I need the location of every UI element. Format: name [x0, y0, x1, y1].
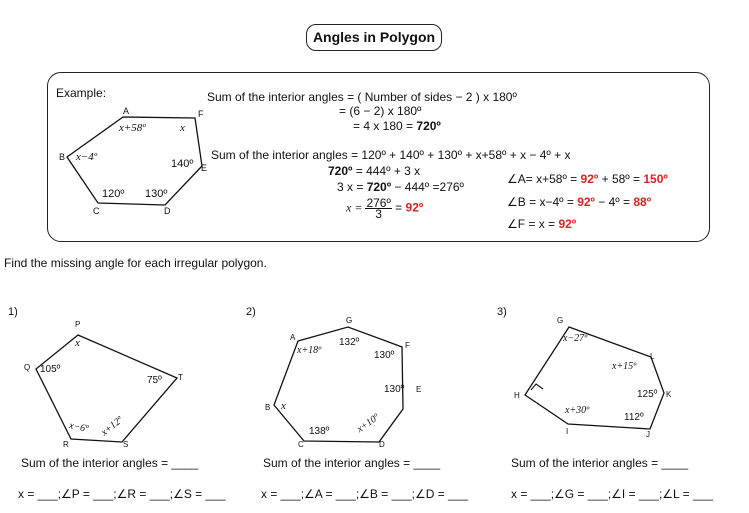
p1-angle-t: 75º [147, 375, 162, 386]
p3-vertex-i: I [566, 427, 569, 436]
example-vertex-a: A [123, 106, 130, 116]
p3-angle-j: 112º [624, 412, 644, 423]
p2-vertex-b: B [265, 403, 271, 412]
example-angle-d: 130º [145, 188, 168, 200]
right-angle-mark [531, 384, 543, 390]
p2-angle-f: 130º [374, 350, 395, 361]
example-angle-f: x [180, 122, 185, 134]
equation-2: 3 x = 720º − 444º =276º [337, 180, 464, 194]
angle-b-result: ∠B = x−4º = 92º − 4º = 88º [507, 195, 652, 209]
problem-3-number: 3) [497, 306, 507, 318]
p2-angle-d: x+10º [355, 412, 382, 435]
sum-line: Sum of the interior angles = 120º + 140º + 130º + x+58º + x − 4º + x [211, 148, 571, 162]
p3-vertex-l: L [650, 352, 655, 361]
p3-sum-text: Sum of the interior angles = ____ [511, 456, 689, 470]
angle-a-result: ∠A= x+58º = 92º + 58º = 150º [507, 172, 668, 186]
example-angle-c: 120º [102, 188, 125, 200]
p2-angle-e: 130º [384, 384, 405, 395]
p2-vertex-g: G [346, 316, 353, 325]
example-vertex-f: F [198, 109, 204, 119]
p3-vertex-h: H [514, 391, 520, 400]
p2-vertex-c: C [298, 440, 304, 449]
example-angle-a: x+58º [119, 122, 146, 134]
p1-answer-text: x = ___;∠P = ___;∠R = ___;∠S = ___ [18, 487, 226, 501]
p3-vertex-j: J [646, 430, 650, 439]
p2-vertex-d: D [379, 440, 385, 449]
p1-angle-q: 105º [40, 364, 61, 375]
p3-answer-text: x = ___;∠G = ___;∠I = ___;∠L = ___ [511, 487, 713, 501]
angle-f-result: ∠F = x = 92º [507, 217, 577, 231]
p1-vertex-q: Q [24, 363, 31, 372]
example-vertex-d: D [164, 206, 171, 216]
p1-angle-p: x [75, 337, 80, 349]
p2-angle-b: x [281, 400, 286, 412]
example-angle-e: 140º [171, 158, 194, 170]
p2-vertex-f: F [405, 341, 410, 350]
p3-angle-i: x+30º [565, 405, 590, 416]
p2-vertex-a: A [290, 333, 296, 342]
p1-vertex-p: P [75, 320, 81, 329]
example-angle-b: x−4º [76, 151, 98, 163]
p3-angle-g: x−27º [563, 333, 588, 344]
p2-angle-a: x+18º [297, 345, 322, 356]
example-vertex-e: E [201, 163, 208, 173]
formula-line-1: Sum of the interior angles = ( Number of sides − 2 ) x 180º [207, 90, 517, 104]
formula-line-3: = 4 x 180 = 720º [353, 119, 441, 133]
p1-angle-r: x−6º [68, 420, 90, 435]
equation-1: 720º = 444º + 3 x [328, 164, 421, 178]
example-vertex-c: C [93, 206, 100, 216]
p2-vertex-e: E [416, 385, 422, 394]
p3-vertex-k: K [666, 390, 672, 399]
formula-line-2: = (6 − 2) x 180º [339, 104, 422, 118]
p2-angle-c: 138º [309, 426, 330, 437]
p3-vertex-g: G [557, 316, 564, 325]
p1-vertex-s: S [123, 440, 129, 449]
page-title: Angles in Polygon [306, 24, 442, 51]
example-label: Example: [56, 86, 107, 100]
instruction-text: Find the missing angle for each irregular polygon. [4, 256, 267, 270]
p1-angle-s: x+12º [99, 414, 126, 439]
example-vertex-b: B [59, 152, 66, 162]
problem-1-number: 1) [8, 306, 18, 318]
p1-vertex-t: T [178, 373, 183, 382]
problem-2-number: 2) [246, 306, 256, 318]
p3-angle-k: 125º [637, 389, 658, 400]
p2-angle-g: 132º [339, 337, 360, 348]
p2-sum-text: Sum of the interior angles = ____ [263, 456, 441, 470]
p1-vertex-r: R [63, 440, 69, 449]
p2-answer-text: x = ___;∠A = ___;∠B = ___;∠D = ___ [261, 487, 469, 501]
equation-3: x = $\frac{\text{276º}}{3}$ = 92º [346, 196, 424, 221]
p3-angle-l: x+15º [612, 361, 637, 372]
p1-sum-text: Sum of the interior angles = ____ [21, 456, 199, 470]
